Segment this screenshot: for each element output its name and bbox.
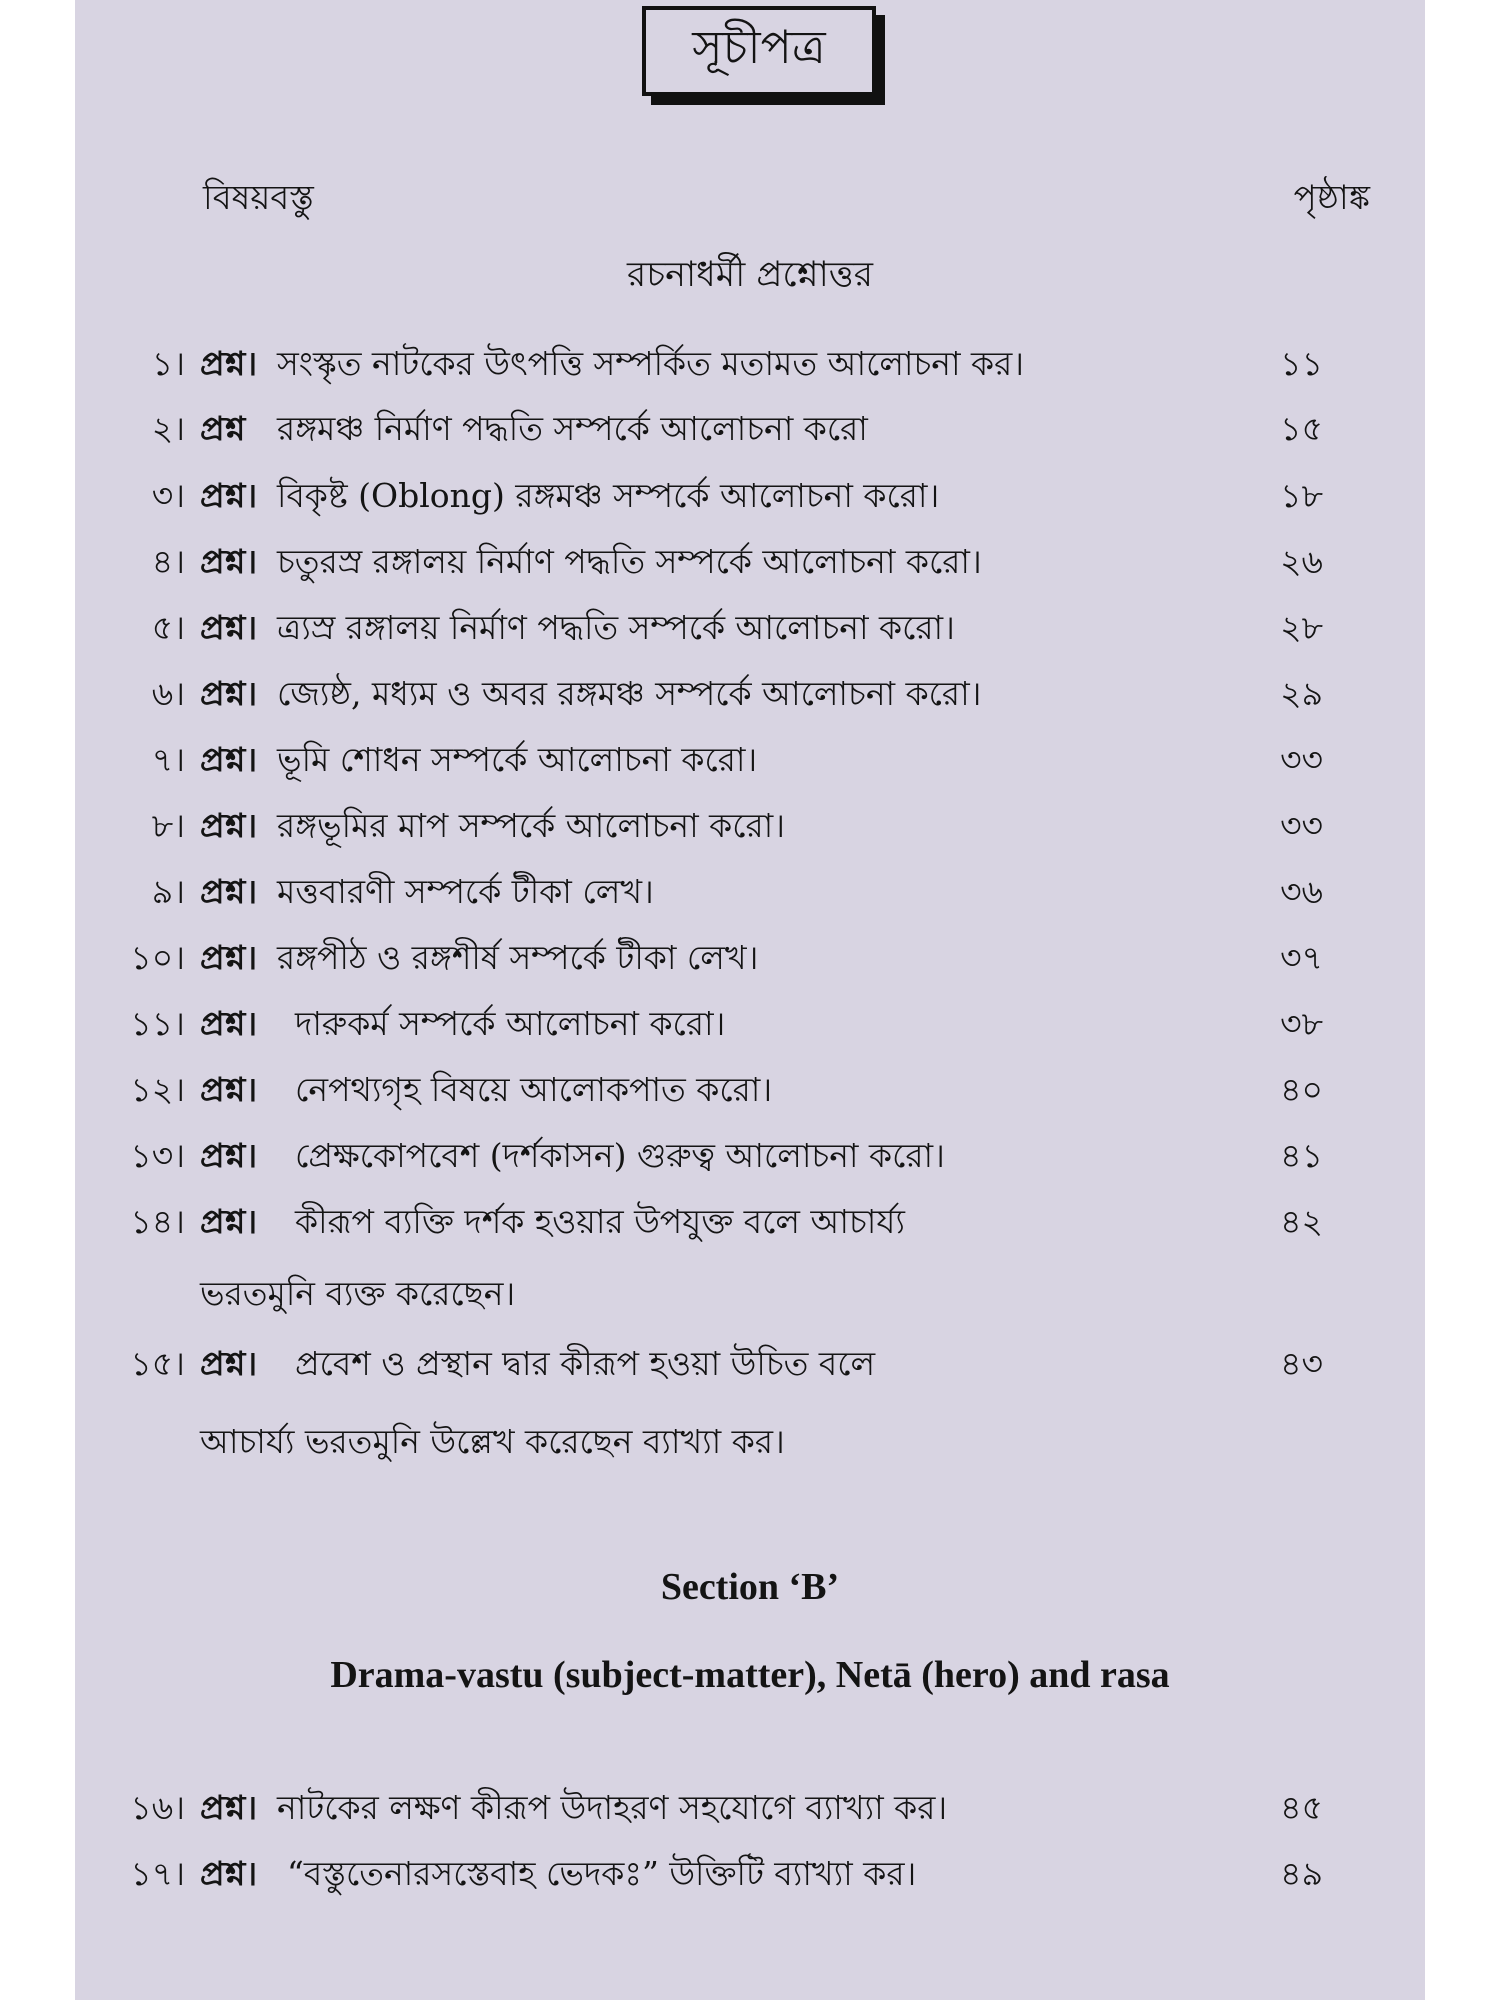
- item-number: ১২।: [130, 1070, 185, 1109]
- item-page-number: ৪৩: [1280, 1344, 1323, 1383]
- question-label: প্রশ্ন।: [200, 1202, 258, 1241]
- item-text: জ্যেষ্ঠ, মধ্যম ও অবর রঙ্গমঞ্চ সম্পর্কে আলোচনা করো।: [277, 674, 982, 713]
- item-page-number: ৪৯: [1280, 1854, 1323, 1893]
- item-text: “বস্তুতেনারসস্তেবাহ ভেদকঃ” উক্তিটি ব্যাখ্যা কর।: [287, 1854, 917, 1893]
- question-label: প্রশ্ন।: [200, 1344, 258, 1383]
- item-text-continued: ভরতমুনি ব্যক্ত করেছেন।: [200, 1274, 516, 1313]
- item-text: বিকৃষ্ট (Oblong) রঙ্গমঞ্চ সম্পর্কে আলোচনা করো।: [277, 476, 940, 515]
- section-b-subtitle: Drama-vastu (subject-matter), Netā (hero) and rasa: [330, 1654, 1170, 1696]
- page-title-box: [642, 6, 876, 96]
- item-number: ১০।: [130, 938, 185, 977]
- item-page-number: ৩৩: [1280, 806, 1323, 845]
- question-label: প্রশ্ন।: [200, 872, 258, 911]
- item-number: ১৬।: [130, 1788, 185, 1827]
- question-label: প্রশ্ন।: [200, 1854, 258, 1893]
- item-number: ৫।: [151, 608, 185, 647]
- page-title: সূচীপত্র: [692, 20, 826, 74]
- item-number: ১৪।: [130, 1202, 185, 1241]
- item-page-number: ৩৭: [1280, 938, 1323, 977]
- section-b-title: Section ‘B’: [660, 1566, 840, 1608]
- item-number: ৭।: [151, 740, 185, 779]
- item-text: রঙ্গপীঠ ও রঙ্গশীর্ষ সম্পর্কে টীকা লেখ।: [277, 938, 759, 977]
- item-number: ২।: [151, 409, 185, 448]
- item-number: ৪।: [151, 542, 185, 581]
- question-label: প্রশ্ন।: [200, 740, 258, 779]
- item-number: ১১।: [130, 1004, 185, 1043]
- question-label: প্রশ্ন।: [200, 1788, 258, 1827]
- item-text: কীরূপ ব্যক্তি দর্শক হওয়ার উপযুক্ত বলে আচার্য্য: [295, 1202, 905, 1241]
- item-page-number: ৩৮: [1280, 1004, 1323, 1043]
- item-page-number: ১৫: [1280, 409, 1323, 448]
- question-label: প্রশ্ন।: [200, 1004, 258, 1043]
- item-text: প্রেক্ষকোপবেশ (দর্শকাসন) গুরুত্ব আলোচনা করো।: [295, 1136, 945, 1175]
- item-number: ১৩।: [130, 1136, 185, 1175]
- question-label: প্রশ্ন।: [200, 806, 258, 845]
- item-page-number: ৪০: [1280, 1070, 1323, 1109]
- item-number: ১৫।: [130, 1344, 185, 1383]
- item-number: ১।: [151, 344, 185, 383]
- item-page-number: ১১: [1280, 344, 1323, 383]
- item-text-continued: আচার্য্য ভরতমুনি উল্লেখ করেছেন ব্যাখ্যা কর।: [200, 1422, 785, 1461]
- item-number: ৬।: [151, 674, 185, 713]
- item-text: রঙ্গভূমির মাপ সম্পর্কে আলোচনা করো।: [277, 806, 786, 845]
- question-label: প্রশ্ন: [200, 409, 246, 448]
- item-number: ৯।: [151, 872, 185, 911]
- item-text: নেপথ্যগৃহ বিষয়ে আলোকপাত করো।: [295, 1070, 773, 1109]
- item-number: ৩।: [151, 476, 185, 515]
- item-text: চতুরস্র রঙ্গালয় নির্মাণ পদ্ধতি সম্পর্কে আলোচনা করো।: [277, 542, 982, 581]
- item-page-number: ৩৬: [1280, 872, 1323, 911]
- item-page-number: ২৬: [1280, 542, 1323, 581]
- item-text: মত্তবারণী সম্পর্কে টীকা লেখ।: [277, 872, 654, 911]
- question-label: প্রশ্ন।: [200, 1070, 258, 1109]
- item-page-number: ২৮: [1280, 608, 1323, 647]
- question-label: প্রশ্ন।: [200, 1136, 258, 1175]
- column-header-subject: বিষয়বস্তু: [203, 178, 314, 218]
- question-label: প্রশ্ন।: [200, 476, 258, 515]
- item-text: ত্র্যস্র রঙ্গালয় নির্মাণ পদ্ধতি সম্পর্কে আলোচনা করো।: [277, 608, 955, 647]
- item-page-number: ৪৫: [1280, 1788, 1323, 1827]
- item-number: ১৭।: [130, 1854, 185, 1893]
- item-text: ভূমি শোধন সম্পর্কে আলোচনা করো।: [277, 740, 758, 779]
- item-page-number: ১৮: [1280, 476, 1323, 515]
- section-a-heading: রচনাধর্মী প্রশ্নোত্তর: [626, 255, 874, 295]
- item-text: নাটকের লক্ষণ কীরূপ উদাহরণ সহযোগে ব্যাখ্যা কর।: [277, 1788, 948, 1827]
- document-page: [75, 0, 1425, 2000]
- column-header-page: পৃষ্ঠাঙ্ক: [1293, 178, 1370, 218]
- item-text: রঙ্গমঞ্চ নির্মাণ পদ্ধতি সম্পর্কে আলোচনা করো: [277, 409, 868, 448]
- item-text: দারুকর্ম সম্পর্কে আলোচনা করো।: [295, 1004, 726, 1043]
- item-text: সংস্কৃত নাটকের উৎপত্তি সম্পর্কিত মতামত আলোচনা কর।: [277, 344, 1025, 383]
- item-page-number: ৩৩: [1280, 740, 1323, 779]
- question-label: প্রশ্ন।: [200, 542, 258, 581]
- item-page-number: ৪২: [1280, 1202, 1323, 1241]
- question-label: প্রশ্ন।: [200, 674, 258, 713]
- question-label: প্রশ্ন।: [200, 608, 258, 647]
- item-number: ৮।: [151, 806, 185, 845]
- item-text: প্রবেশ ও প্রস্থান দ্বার কীরূপ হওয়া উচিত বলে: [295, 1344, 876, 1383]
- question-label: প্রশ্ন।: [200, 938, 258, 977]
- item-page-number: ৪১: [1280, 1136, 1323, 1175]
- question-label: প্রশ্ন।: [200, 344, 258, 383]
- item-page-number: ২৯: [1280, 674, 1323, 713]
